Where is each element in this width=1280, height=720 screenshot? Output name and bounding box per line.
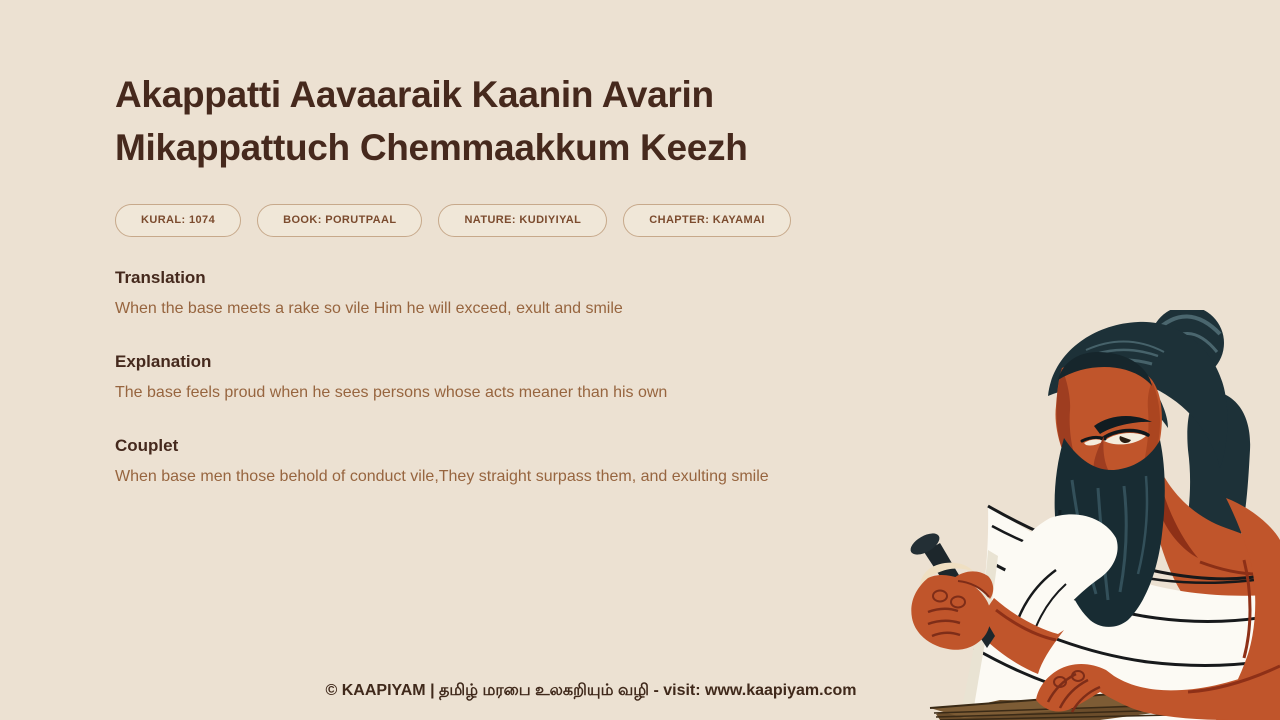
badge-chapter: CHAPTER: KAYAMAI [623,204,791,237]
badge-kural: KURAL: 1074 [115,204,241,237]
translation-section [115,268,915,318]
page-title-line1: Akappatti Aavaaraik Kaanin Avarin [115,74,714,115]
translation-heading: Translation [115,268,206,287]
footer-text: © KAAPIYAM | தமிழ் மரபை உலகறியும் வழி - visit: www.kaapiyam.com [325,682,857,699]
couplet-text: When base men those behold of conduct vile,They straight surpass them, and exulting smile [115,468,769,485]
page-title [115,68,915,174]
badge-row [115,204,915,237]
kural-sections [115,268,915,486]
main-content [115,68,915,486]
page-title-line2: Mikappattuch Chemmaakkum Keezh [115,127,748,168]
explanation-section [115,352,915,402]
thiruvalluvar-illustration [900,310,1280,720]
sage-figure [907,310,1280,720]
explanation-text: The base feels proud when he sees persons whose acts meaner than his own [115,384,668,401]
translation-text: When the base meets a rake so vile Him he will exceed, exult and smile [115,300,623,317]
couplet-section [115,436,915,486]
footer [0,681,1182,701]
badge-nature: NATURE: KUDIYIYAL [438,204,607,237]
couplet-heading: Couplet [115,436,179,455]
explanation-heading: Explanation [115,352,212,371]
badge-book: BOOK: PORUTPAAL [257,204,422,237]
